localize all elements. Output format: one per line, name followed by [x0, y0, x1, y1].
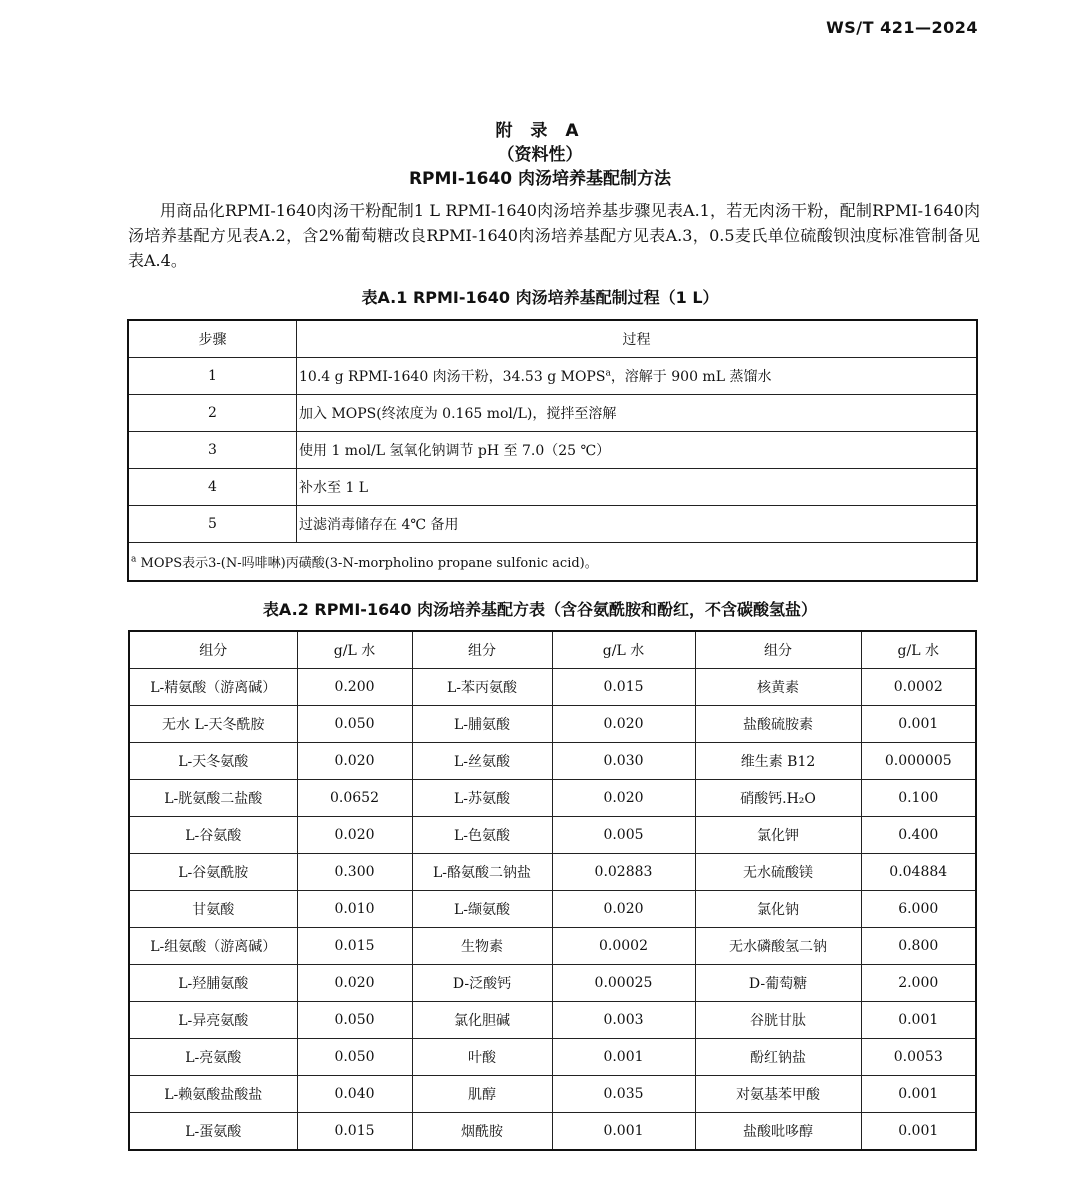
preparation-steps-table: [127, 319, 978, 582]
component-amount: 0.005: [552, 817, 695, 854]
table-row: [129, 1039, 976, 1076]
component-amount: 0.001: [552, 1113, 695, 1151]
step-process-text: 10.4 g RPMI-1640 肉汤干粉，34.53 g MOPS: [299, 369, 606, 385]
table-row: [128, 395, 977, 432]
step-number: 5: [128, 506, 297, 543]
column-header-process: 过程: [297, 320, 978, 358]
step-number: 3: [128, 432, 297, 469]
component-amount: 6.000: [861, 891, 976, 928]
component-amount: 0.015: [297, 1113, 412, 1151]
component-name: 氯化钾: [695, 817, 861, 854]
step-process-text: ，溶解于 900 mL 蒸馏水: [610, 369, 772, 385]
column-header-component: 组分: [129, 631, 297, 669]
component-name: L-羟脯氨酸: [129, 965, 297, 1002]
component-amount: 0.04884: [861, 854, 976, 891]
column-header-step: 步骤: [128, 320, 297, 358]
table-row: [129, 854, 976, 891]
component-name: 肌醇: [412, 1076, 552, 1113]
step-process: 加入 MOPS(终浓度为 0.165 mol/L)，搅拌至溶解: [297, 395, 978, 432]
component-name: D-葡萄糖: [695, 965, 861, 1002]
table-row: [129, 1076, 976, 1113]
component-name: 对氨基苯甲酸: [695, 1076, 861, 1113]
table-header-row: [129, 631, 976, 669]
step-number: 1: [128, 358, 297, 395]
table-row: [129, 965, 976, 1002]
component-name: L-脯氨酸: [412, 706, 552, 743]
component-amount: 0.200: [297, 669, 412, 706]
component-amount: 0.030: [552, 743, 695, 780]
table-row: [129, 669, 976, 706]
table-row: [128, 432, 977, 469]
component-name: 盐酸硫胺素: [695, 706, 861, 743]
component-name: L-丝氨酸: [412, 743, 552, 780]
table-row: [128, 506, 977, 543]
table-row: [129, 928, 976, 965]
table-header-row: [128, 320, 977, 358]
component-name: L-精氨酸（游离碱）: [129, 669, 297, 706]
step-process: 使用 1 mol/L 氢氧化钠调节 pH 至 7.0（25 ℃）: [297, 432, 978, 469]
component-amount: 2.000: [861, 965, 976, 1002]
component-name: 叶酸: [412, 1039, 552, 1076]
component-name: 无水磷酸氢二钠: [695, 928, 861, 965]
component-amount: 0.001: [861, 1002, 976, 1039]
component-name: L-谷氨酸: [129, 817, 297, 854]
footnote-marker: a: [131, 554, 137, 565]
component-amount: 0.003: [552, 1002, 695, 1039]
component-name: L-苏氨酸: [412, 780, 552, 817]
component-name: L-酪氨酸二钠盐: [412, 854, 552, 891]
formulation-table: [128, 630, 977, 1151]
column-header-amount: g/L 水: [297, 631, 412, 669]
component-name: 核黄素: [695, 669, 861, 706]
appendix-title: 附 录 A: [495, 121, 585, 141]
component-name: L-缬氨酸: [412, 891, 552, 928]
component-name: 维生素 B12: [695, 743, 861, 780]
component-name: L-赖氨酸盐酸盐: [129, 1076, 297, 1113]
component-name: 氯化胆碱: [412, 1002, 552, 1039]
step-process: [297, 358, 978, 395]
footnote-marker: a: [605, 368, 611, 379]
component-amount: 0.010: [297, 891, 412, 928]
table-row: [129, 743, 976, 780]
component-amount: 0.001: [861, 1113, 976, 1151]
component-name: D-泛酸钙: [412, 965, 552, 1002]
component-amount: 0.000005: [861, 743, 976, 780]
component-amount: 0.0652: [297, 780, 412, 817]
component-amount: 0.020: [552, 891, 695, 928]
step-process: 补水至 1 L: [297, 469, 978, 506]
table-footnote-row: [128, 543, 977, 582]
table-row: [128, 358, 977, 395]
component-name: L-色氨酸: [412, 817, 552, 854]
component-name: L-胱氨酸二盐酸: [129, 780, 297, 817]
component-amount: 0.001: [861, 1076, 976, 1113]
component-amount: 0.020: [552, 780, 695, 817]
step-process: 过滤消毒储存在 4℃ 备用: [297, 506, 978, 543]
step-number: 2: [128, 395, 297, 432]
component-amount: 0.00025: [552, 965, 695, 1002]
appendix-type: （资料性）: [497, 145, 583, 165]
column-header-amount: g/L 水: [861, 631, 976, 669]
component-amount: 0.050: [297, 706, 412, 743]
component-amount: 0.001: [552, 1039, 695, 1076]
component-name: 无水硫酸镁: [695, 854, 861, 891]
column-header-component: 组分: [695, 631, 861, 669]
table2-caption: 表A.2 RPMI-1640 肉汤培养基配方表（含谷氨酰胺和酚红，不含碳酸氢盐）: [262, 600, 818, 619]
component-amount: 0.015: [552, 669, 695, 706]
component-name: L-蛋氨酸: [129, 1113, 297, 1151]
component-amount: 0.020: [552, 706, 695, 743]
component-amount: 0.035: [552, 1076, 695, 1113]
component-name: 谷胱甘肽: [695, 1002, 861, 1039]
component-name: 生物素: [412, 928, 552, 965]
table-row: [129, 1002, 976, 1039]
component-name: L-天冬氨酸: [129, 743, 297, 780]
column-header-component: 组分: [412, 631, 552, 669]
component-name: 氯化钠: [695, 891, 861, 928]
component-name: 无水 L-天冬酰胺: [129, 706, 297, 743]
component-name: 酚红钠盐: [695, 1039, 861, 1076]
appendix-name: RPMI-1640 肉汤培养基配制方法: [408, 169, 672, 189]
component-name: L-亮氨酸: [129, 1039, 297, 1076]
component-amount: 0.040: [297, 1076, 412, 1113]
component-amount: 0.300: [297, 854, 412, 891]
component-amount: 0.001: [861, 706, 976, 743]
component-name: 硝酸钙.H₂O: [695, 780, 861, 817]
table-footnote: [128, 543, 977, 582]
component-amount: 0.020: [297, 817, 412, 854]
step-number: 4: [128, 469, 297, 506]
table1-caption: 表A.1 RPMI-1640 肉汤培养基配制过程（1 L）: [361, 288, 719, 307]
component-name: 烟酰胺: [412, 1113, 552, 1151]
component-amount: 0.020: [297, 743, 412, 780]
component-amount: 0.020: [297, 965, 412, 1002]
table-row: [128, 469, 977, 506]
component-name: L-谷氨酰胺: [129, 854, 297, 891]
standard-code: WS/T 421—2024: [826, 18, 978, 37]
component-name: L-组氨酸（游离碱）: [129, 928, 297, 965]
component-name: 盐酸吡哆醇: [695, 1113, 861, 1151]
table-row: [129, 780, 976, 817]
table-row: [129, 1113, 976, 1151]
component-amount: 0.400: [861, 817, 976, 854]
component-name: 甘氨酸: [129, 891, 297, 928]
component-amount: 0.050: [297, 1002, 412, 1039]
component-amount: 0.800: [861, 928, 976, 965]
component-name: L-苯丙氨酸: [412, 669, 552, 706]
component-amount: 0.015: [297, 928, 412, 965]
component-amount: 0.0053: [861, 1039, 976, 1076]
component-amount: 0.0002: [552, 928, 695, 965]
component-amount: 0.050: [297, 1039, 412, 1076]
footnote-text: MOPS表示3-(N-吗啡啉)丙磺酸(3-N-morpholino propane sulfonic acid)。: [136, 556, 598, 571]
table-row: [129, 817, 976, 854]
component-amount: 0.0002: [861, 669, 976, 706]
component-amount: 0.100: [861, 780, 976, 817]
component-amount: 0.02883: [552, 854, 695, 891]
intro-paragraph: 用商品化RPMI-1640肉汤干粉配制1 L RPMI-1640肉汤培养基步骤见表A.1，若无肉汤干粉，配制RPMI-1640肉汤培养基配方见表A.2，含2%葡萄糖改良RPMI-1640肉汤培养基配方见表A.3，0.5麦氏单位硫酸钡浊度标准管制备见表A.4。: [128, 201, 980, 270]
table-row: [129, 706, 976, 743]
column-header-amount: g/L 水: [552, 631, 695, 669]
component-name: L-异亮氨酸: [129, 1002, 297, 1039]
table-row: [129, 891, 976, 928]
